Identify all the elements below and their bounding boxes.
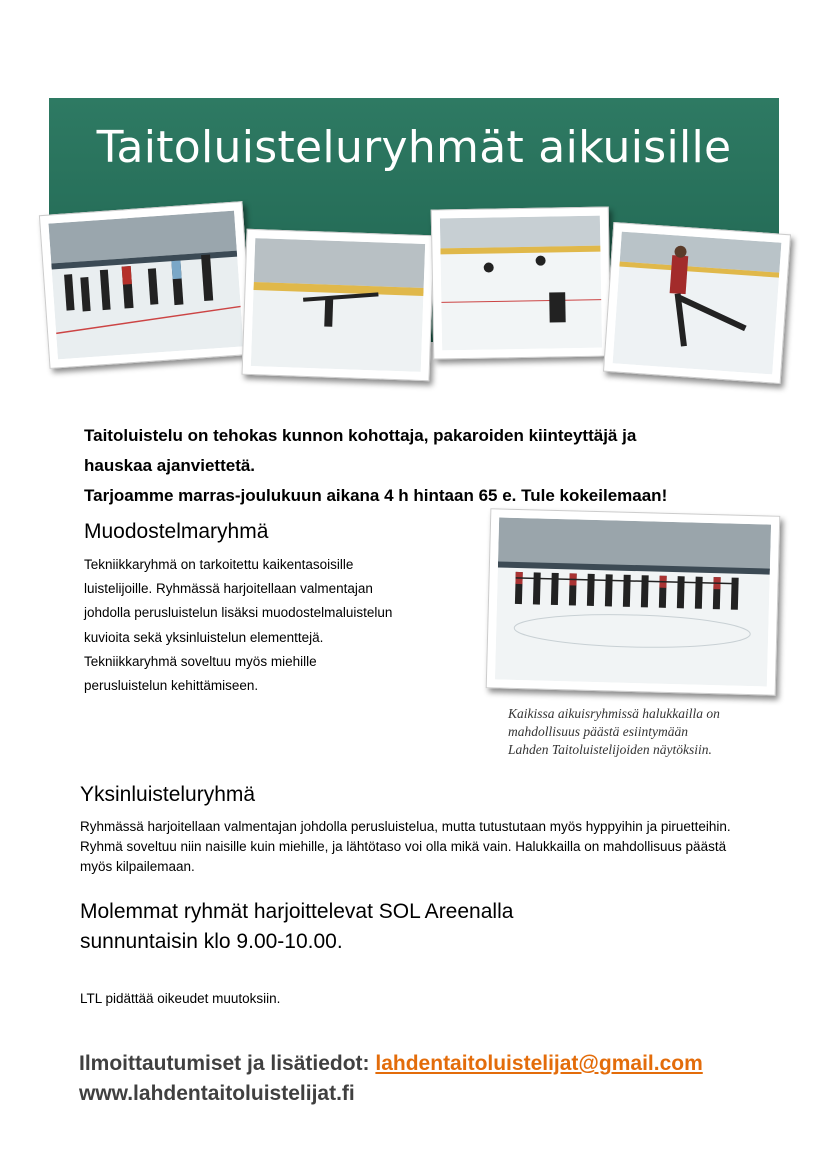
schedule-line-1: Molemmat ryhmät harjoittelevat SOL Areenalla <box>80 900 514 923</box>
muodostelma-line: Tekniikkaryhmä soveltuu myös miehille <box>84 653 317 669</box>
caption-line: Lahden Taitoluistelijoiden näytöksiin. <box>508 742 712 757</box>
skaters-ice-photo <box>431 206 612 359</box>
yksinluistelu-title: Yksinluisteluryhmä <box>80 783 256 806</box>
muodostelma-line: kuvioita sekä yksinluistelun elementtejä. <box>84 629 324 645</box>
schedule-line-2: sunnuntaisin klo 9.00-10.00. <box>80 930 343 953</box>
skater-spiral-photo <box>242 229 435 381</box>
muodostelma-line: johdolla perusluistelun lisäksi muodostelmaluistelun <box>84 605 393 621</box>
caption-line: Kaikissa aikuisryhmissä halukkailla on <box>508 706 720 721</box>
yksinluistelu-line: myös kilpailemaan. <box>80 859 195 874</box>
caption-line: mahdollisuus päästä esiintymään <box>508 724 689 739</box>
intro-line-1: Taitoluistelu on tehokas kunnon kohottaja, pakaroiden kiinteyttäjä ja <box>84 426 637 445</box>
yksinluistelu-line: Ryhmässä harjoitellaan valmentajan johdolla perusluistelua, mutta tutustutaan myös hyppyihin ja piruetteihin. <box>80 819 731 834</box>
yksinluistelu-description <box>80 817 820 877</box>
skater-arabesque-photo <box>603 222 791 384</box>
muodostelma-line: perusluistelun kehittämiseen. <box>84 678 259 694</box>
website-link[interactable]: www.lahdentaitoluistelijat.fi <box>79 1082 355 1105</box>
yksinluistelu-line: Ryhmä soveltuu niin naisille kuin miehille, ja lähtötaso voi olla mikä vain. Halukkailla on mahdollisuus päästä <box>80 839 727 854</box>
muodostelma-line: Tekniikkaryhmä on tarkoitettu kaikentasoisille <box>84 557 354 572</box>
intro-line-3: Tarjoamme marras-joulukuun aikana 4 h hintaan 65 e. Tule kokeilemaan! <box>84 486 668 505</box>
intro-line-2: hauskaa ajanviettetä. <box>84 456 256 475</box>
contact-label: Ilmoittautumiset ja lisätiedot: <box>79 1052 370 1075</box>
intro-text <box>84 421 784 511</box>
contact-info <box>79 1049 703 1109</box>
disclaimer: LTL pidättää oikeudet muutoksiin. <box>80 991 281 1006</box>
muodostelma-line: luistelijoille. Ryhmässä harjoitellaan valmentajan <box>84 581 373 597</box>
muodostelma-description <box>84 553 454 698</box>
formation-line-photo <box>486 508 781 696</box>
skaters-group-photo <box>39 201 253 369</box>
photo-caption <box>508 705 788 759</box>
contact-email-link[interactable]: lahdentaitoluistelijat@gmail.com <box>375 1052 703 1075</box>
schedule-text <box>80 897 513 957</box>
muodostelma-title: Muodostelmaryhmä <box>84 520 269 543</box>
page-title: Taitoluisteluryhmät aikuisille <box>96 122 732 173</box>
